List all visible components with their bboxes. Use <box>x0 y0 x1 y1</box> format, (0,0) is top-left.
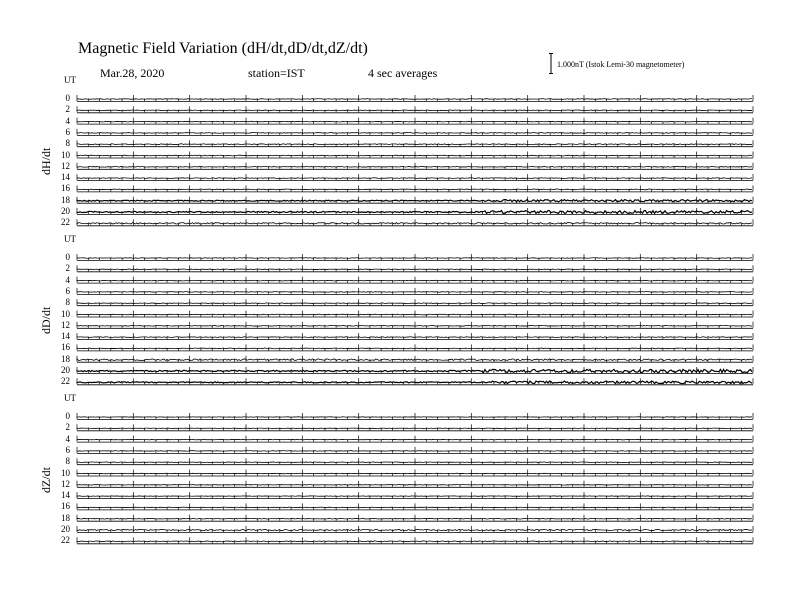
trace-line <box>77 189 752 190</box>
trace-row <box>77 208 753 215</box>
trace-row <box>77 378 753 385</box>
chart-title: Magnetic Field Variation (dH/dt,dD/dt,dZ/dt) <box>78 40 368 57</box>
trace-line <box>77 99 752 100</box>
trace-line <box>77 348 752 349</box>
hour-label: 12 <box>61 160 70 171</box>
hour-label: 14 <box>61 490 70 501</box>
trace-row <box>77 197 753 204</box>
hour-label: 10 <box>61 149 70 160</box>
hour-label: 12 <box>61 319 70 330</box>
hour-label: 6 <box>65 285 70 296</box>
hour-label: 22 <box>61 217 70 228</box>
trace-row <box>77 322 753 329</box>
hour-label: 16 <box>61 501 70 512</box>
hour-label: 18 <box>61 194 70 205</box>
trace-row <box>77 106 753 113</box>
hour-label: 2 <box>65 422 70 433</box>
hour-label: 14 <box>61 331 70 342</box>
trace-row <box>77 367 753 374</box>
panel-ylabel: dD/dt <box>39 306 53 334</box>
trace-row <box>77 515 753 522</box>
trace-row <box>77 95 753 102</box>
hour-label: 4 <box>65 274 70 285</box>
trace-line <box>77 269 752 270</box>
trace-row <box>77 413 753 420</box>
trace-line <box>77 280 752 281</box>
hour-label: 2 <box>65 263 70 274</box>
trace-line <box>77 258 752 259</box>
ut-label: UT <box>64 75 76 85</box>
station-label: station=IST <box>248 66 305 80</box>
trace-row <box>77 163 753 170</box>
trace-row <box>77 470 753 477</box>
panel-ylabel: dZ/dt <box>39 467 53 493</box>
trace-row <box>77 356 753 363</box>
hour-label: 10 <box>61 467 70 478</box>
hour-label: 0 <box>65 93 70 103</box>
trace-line <box>77 303 752 304</box>
trace-row <box>77 344 753 351</box>
hour-label: 6 <box>65 444 70 455</box>
trace-row <box>77 174 753 181</box>
trace-row <box>77 436 753 443</box>
hour-label: 8 <box>65 456 70 467</box>
trace-line <box>77 223 752 224</box>
trace-row <box>77 152 753 159</box>
trace-line <box>77 326 752 327</box>
trace-line <box>77 541 752 542</box>
trace-row <box>77 333 753 340</box>
hour-label: 20 <box>61 524 70 534</box>
hour-label: 6 <box>65 126 70 137</box>
trace-row <box>77 129 753 136</box>
trace-row <box>77 311 753 318</box>
hour-label: 16 <box>61 342 70 353</box>
trace-row <box>77 526 753 533</box>
date-label: Mar.28, 2020 <box>100 66 165 80</box>
hour-label: 18 <box>61 512 70 523</box>
hour-label: 12 <box>61 478 70 489</box>
trace-row <box>77 424 753 431</box>
trace-row <box>77 458 753 465</box>
hour-label: 22 <box>61 535 70 546</box>
ut-label: UT <box>64 393 76 403</box>
ut-label: UT <box>64 234 76 244</box>
trace-row <box>77 265 753 272</box>
panel-ylabel: dH/dt <box>39 147 53 175</box>
trace-row <box>77 481 753 488</box>
trace-row <box>77 219 753 226</box>
scale-label: 1.000nT (Istok Lemi-30 magnetometer) <box>557 60 685 69</box>
hour-label: 2 <box>65 104 70 115</box>
trace-row <box>77 185 753 192</box>
hour-label: 4 <box>65 433 70 444</box>
trace-row <box>77 299 753 306</box>
trace-row <box>77 492 753 499</box>
trace-line <box>77 292 752 293</box>
hour-label: 20 <box>61 206 70 216</box>
trace-row <box>77 254 753 261</box>
hour-label: 8 <box>65 297 70 308</box>
hour-label: 18 <box>61 353 70 364</box>
trace-row <box>77 140 753 147</box>
trace-line <box>77 110 752 111</box>
trace-line <box>77 518 752 519</box>
trace-row <box>77 288 753 295</box>
trace-line <box>77 178 752 179</box>
trace-row <box>77 277 753 284</box>
trace-row <box>77 447 753 454</box>
hour-label: 0 <box>65 252 70 262</box>
trace-line <box>77 314 752 315</box>
trace-row <box>77 118 753 125</box>
averaging-label: 4 sec averages <box>368 66 438 80</box>
hour-label: 16 <box>61 183 70 194</box>
hour-label: 20 <box>61 365 70 375</box>
hour-label: 4 <box>65 115 70 126</box>
hour-label: 14 <box>61 172 70 183</box>
hour-label: 22 <box>61 376 70 387</box>
hour-label: 8 <box>65 138 70 149</box>
hour-label: 0 <box>65 411 70 421</box>
trace-row <box>77 537 753 544</box>
hour-label: 10 <box>61 308 70 319</box>
trace-row <box>77 503 753 510</box>
